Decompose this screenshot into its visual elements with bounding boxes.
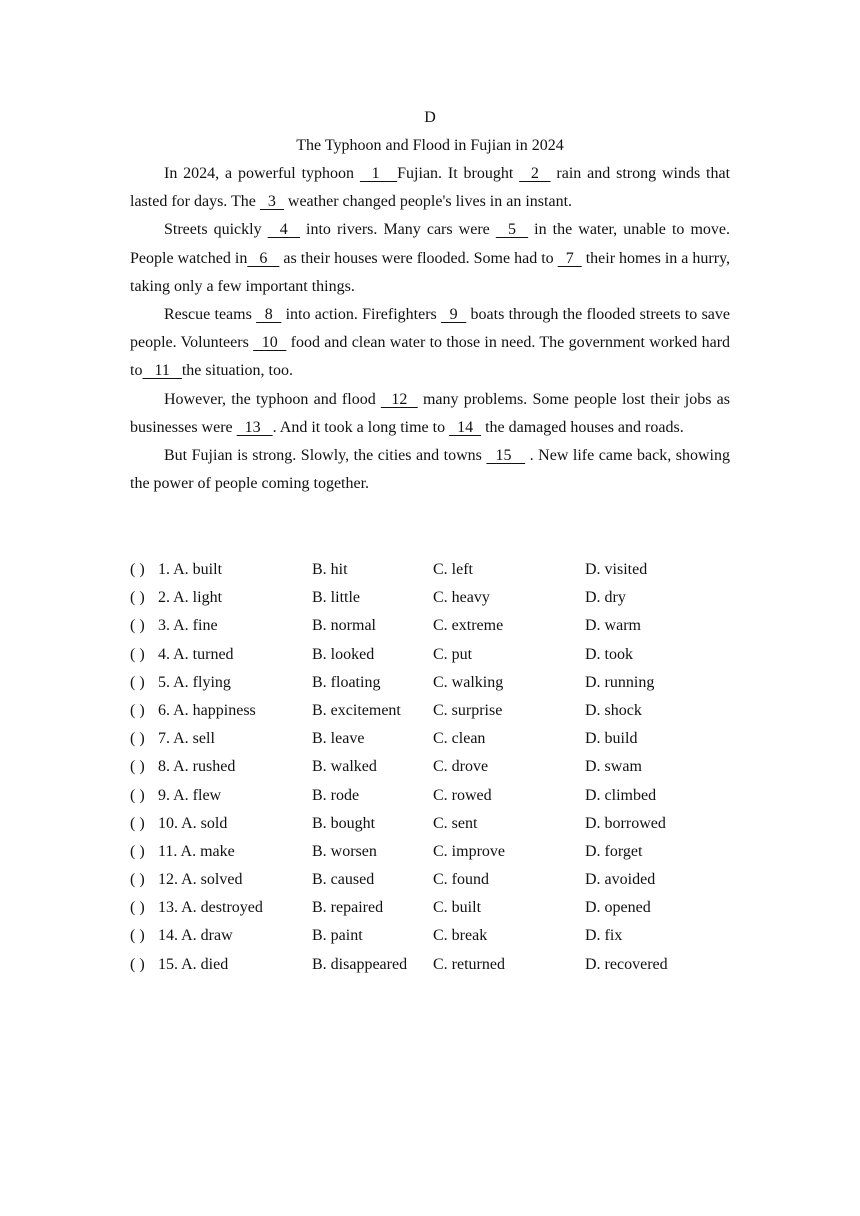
option-c: C. drove	[433, 758, 489, 776]
option-b: B. excitement	[312, 701, 401, 719]
answer-paren[interactable]: ( )	[130, 561, 145, 578]
question-row	[130, 669, 730, 697]
answer-paren[interactable]: ( )	[130, 842, 145, 860]
question-row	[130, 725, 730, 753]
passage-text: But Fujian is strong. Slowly, the cities and towns	[164, 447, 487, 465]
option-c: C. left	[433, 561, 473, 578]
answer-blank[interactable]: 4	[267, 221, 300, 239]
passage-paragraph	[130, 301, 730, 386]
answer-paren[interactable]: ( )	[130, 955, 145, 973]
question-list	[130, 556, 730, 979]
passage-text: Fujian. It brought	[397, 165, 520, 182]
option-b: B. floating	[312, 673, 381, 691]
answer-blank[interactable]: 12	[380, 390, 418, 408]
passage-text: their homes in a hurry, taking only a few important things.	[130, 249, 731, 295]
option-a: 14. A. draw	[158, 927, 233, 945]
option-c: C. returned	[433, 955, 505, 973]
passage-paragraph	[130, 386, 730, 442]
question-row	[130, 782, 730, 810]
passage-body	[130, 160, 730, 498]
passage-text: However, the typhoon and flood	[164, 390, 381, 408]
option-b: B. normal	[312, 617, 376, 635]
option-d: D. running	[585, 673, 655, 691]
option-b: B. worsen	[312, 842, 377, 860]
passage-text: In 2024, a powerful typhoon	[164, 165, 360, 182]
option-d: D. visited	[585, 561, 648, 578]
answer-paren[interactable]: ( )	[130, 927, 145, 945]
option-b: B. caused	[312, 871, 375, 889]
question-row	[130, 641, 730, 669]
passage-paragraph	[130, 216, 730, 301]
answer-blank[interactable]: 14	[449, 418, 482, 436]
passage-text: the damaged houses and roads.	[481, 418, 684, 436]
answer-blank[interactable]: 2	[519, 165, 551, 182]
option-d: D. climbed	[585, 786, 657, 804]
option-b: B. hit	[312, 561, 348, 578]
option-a: 15. A. died	[158, 955, 229, 973]
option-b: B. rode	[312, 786, 360, 804]
passage-text: Rescue teams	[164, 306, 257, 324]
question-row	[130, 753, 730, 781]
answer-blank[interactable]: 15	[486, 447, 526, 465]
passage-title: The Typhoon and Flood in Fujian in 2024	[296, 137, 564, 154]
passage-text: many problems. Some people lost their jobs as businesses were	[130, 390, 731, 436]
option-d: D. dry	[585, 589, 626, 607]
passage-text: into action. Firefighters	[281, 306, 442, 324]
question-row	[130, 838, 730, 866]
option-b: B. bought	[312, 814, 376, 832]
answer-blank[interactable]: 10	[253, 334, 287, 352]
option-a: 13. A. destroyed	[158, 899, 263, 917]
question-row	[130, 556, 730, 584]
question-row	[130, 866, 730, 894]
passage-text: as their houses were flooded. Some had to	[279, 249, 558, 267]
passage-section	[130, 104, 730, 498]
option-a: 10. A. sold	[158, 814, 228, 832]
answer-blank[interactable]: 7	[557, 249, 582, 267]
option-c: C. surprise	[433, 701, 503, 719]
answer-paren[interactable]: ( )	[130, 673, 145, 691]
answer-paren[interactable]: ( )	[130, 758, 145, 776]
option-c: C. sent	[433, 814, 478, 832]
option-a: 2. A. light	[158, 589, 223, 607]
answer-blank[interactable]: 8	[256, 306, 282, 324]
passage-text: . And it took a long time to	[272, 418, 450, 436]
option-b: B. walked	[312, 758, 377, 776]
question-row	[130, 584, 730, 612]
option-a: 1. A. built	[158, 561, 223, 578]
option-b: B. looked	[312, 645, 375, 663]
option-c: C. break	[433, 927, 488, 945]
option-d: D. fix	[585, 927, 623, 945]
option-d: D. avoided	[585, 871, 656, 889]
option-a: 11. A. make	[158, 842, 235, 860]
option-b: B. little	[312, 589, 360, 607]
section-letter: D	[424, 109, 436, 126]
passage-text: food and clean water to those in need. The government worked hard to	[130, 334, 731, 380]
option-d: D. took	[585, 645, 633, 663]
option-b: B. leave	[312, 730, 365, 748]
option-c: C. built	[433, 899, 482, 917]
option-c: C. clean	[433, 730, 486, 748]
answer-blank[interactable]: 1	[359, 165, 398, 182]
question-row	[130, 951, 730, 979]
option-d: D. swam	[585, 758, 642, 776]
option-a: 6. A. happiness	[158, 701, 256, 719]
passage-text: into rivers. Many cars were	[299, 221, 496, 239]
option-d: D. build	[585, 730, 638, 748]
option-d: D. recovered	[585, 955, 668, 973]
option-c: C. put	[433, 645, 473, 663]
option-c: C. heavy	[433, 589, 490, 607]
option-c: C. improve	[433, 842, 505, 860]
passage-text: in the water, unable to move. People watched in	[130, 221, 731, 267]
answer-paren[interactable]: ( )	[130, 730, 145, 748]
answer-blank[interactable]: 3	[259, 193, 284, 211]
answer-paren[interactable]: ( )	[130, 701, 145, 719]
question-row	[130, 697, 730, 725]
option-c: C. walking	[433, 673, 504, 691]
option-d: D. borrowed	[585, 814, 666, 832]
option-c: C. rowed	[433, 786, 492, 804]
option-c: C. extreme	[433, 617, 504, 635]
passage-paragraph	[130, 160, 730, 216]
answer-blank[interactable]: 9	[441, 306, 467, 324]
option-b: B. paint	[312, 927, 363, 945]
option-d: D. shock	[585, 701, 642, 719]
passage-text: . New life came back, showing the power of people coming together.	[130, 447, 731, 493]
option-a: 12. A. solved	[158, 871, 243, 889]
passage-text: boats through the flooded streets to save people. Volunteers	[130, 306, 731, 352]
answer-paren[interactable]: ( )	[130, 786, 145, 804]
option-a: 4. A. turned	[158, 645, 234, 663]
answer-paren[interactable]: ( )	[130, 871, 145, 889]
answer-paren[interactable]: ( )	[130, 814, 145, 832]
question-row	[130, 922, 730, 950]
option-a: 9. A. flew	[158, 786, 222, 804]
option-a: 5. A. flying	[158, 673, 231, 691]
answer-paren[interactable]: ( )	[130, 899, 145, 917]
passage-paragraph	[130, 442, 730, 498]
option-d: D. forget	[585, 842, 643, 860]
passage-text: rain and strong winds that lasted for days. The	[130, 165, 731, 211]
option-a: 7. A. sell	[158, 730, 215, 748]
answer-blank[interactable]: 5	[495, 221, 529, 239]
option-d: D. warm	[585, 617, 641, 635]
option-a: 3. A. fine	[158, 617, 218, 635]
question-row	[130, 612, 730, 640]
option-c: C. found	[433, 871, 489, 889]
answer-paren[interactable]: ( )	[130, 645, 145, 663]
option-a: 8. A. rushed	[158, 758, 236, 776]
answer-blank[interactable]: 11	[142, 362, 182, 380]
question-row	[130, 894, 730, 922]
answer-blank[interactable]: 6	[247, 249, 280, 267]
option-d: D. opened	[585, 899, 651, 917]
question-row	[130, 810, 730, 838]
passage-text: weather changed people's lives in an instant.	[283, 193, 573, 211]
answer-paren[interactable]: ( )	[130, 589, 145, 607]
passage-text: Streets quickly	[164, 221, 268, 239]
option-b: B. repaired	[312, 899, 384, 917]
answer-blank[interactable]: 13	[236, 418, 273, 436]
answer-paren[interactable]: ( )	[130, 617, 145, 635]
passage-text: the situation, too.	[181, 362, 293, 380]
option-b: B. disappeared	[312, 955, 408, 973]
